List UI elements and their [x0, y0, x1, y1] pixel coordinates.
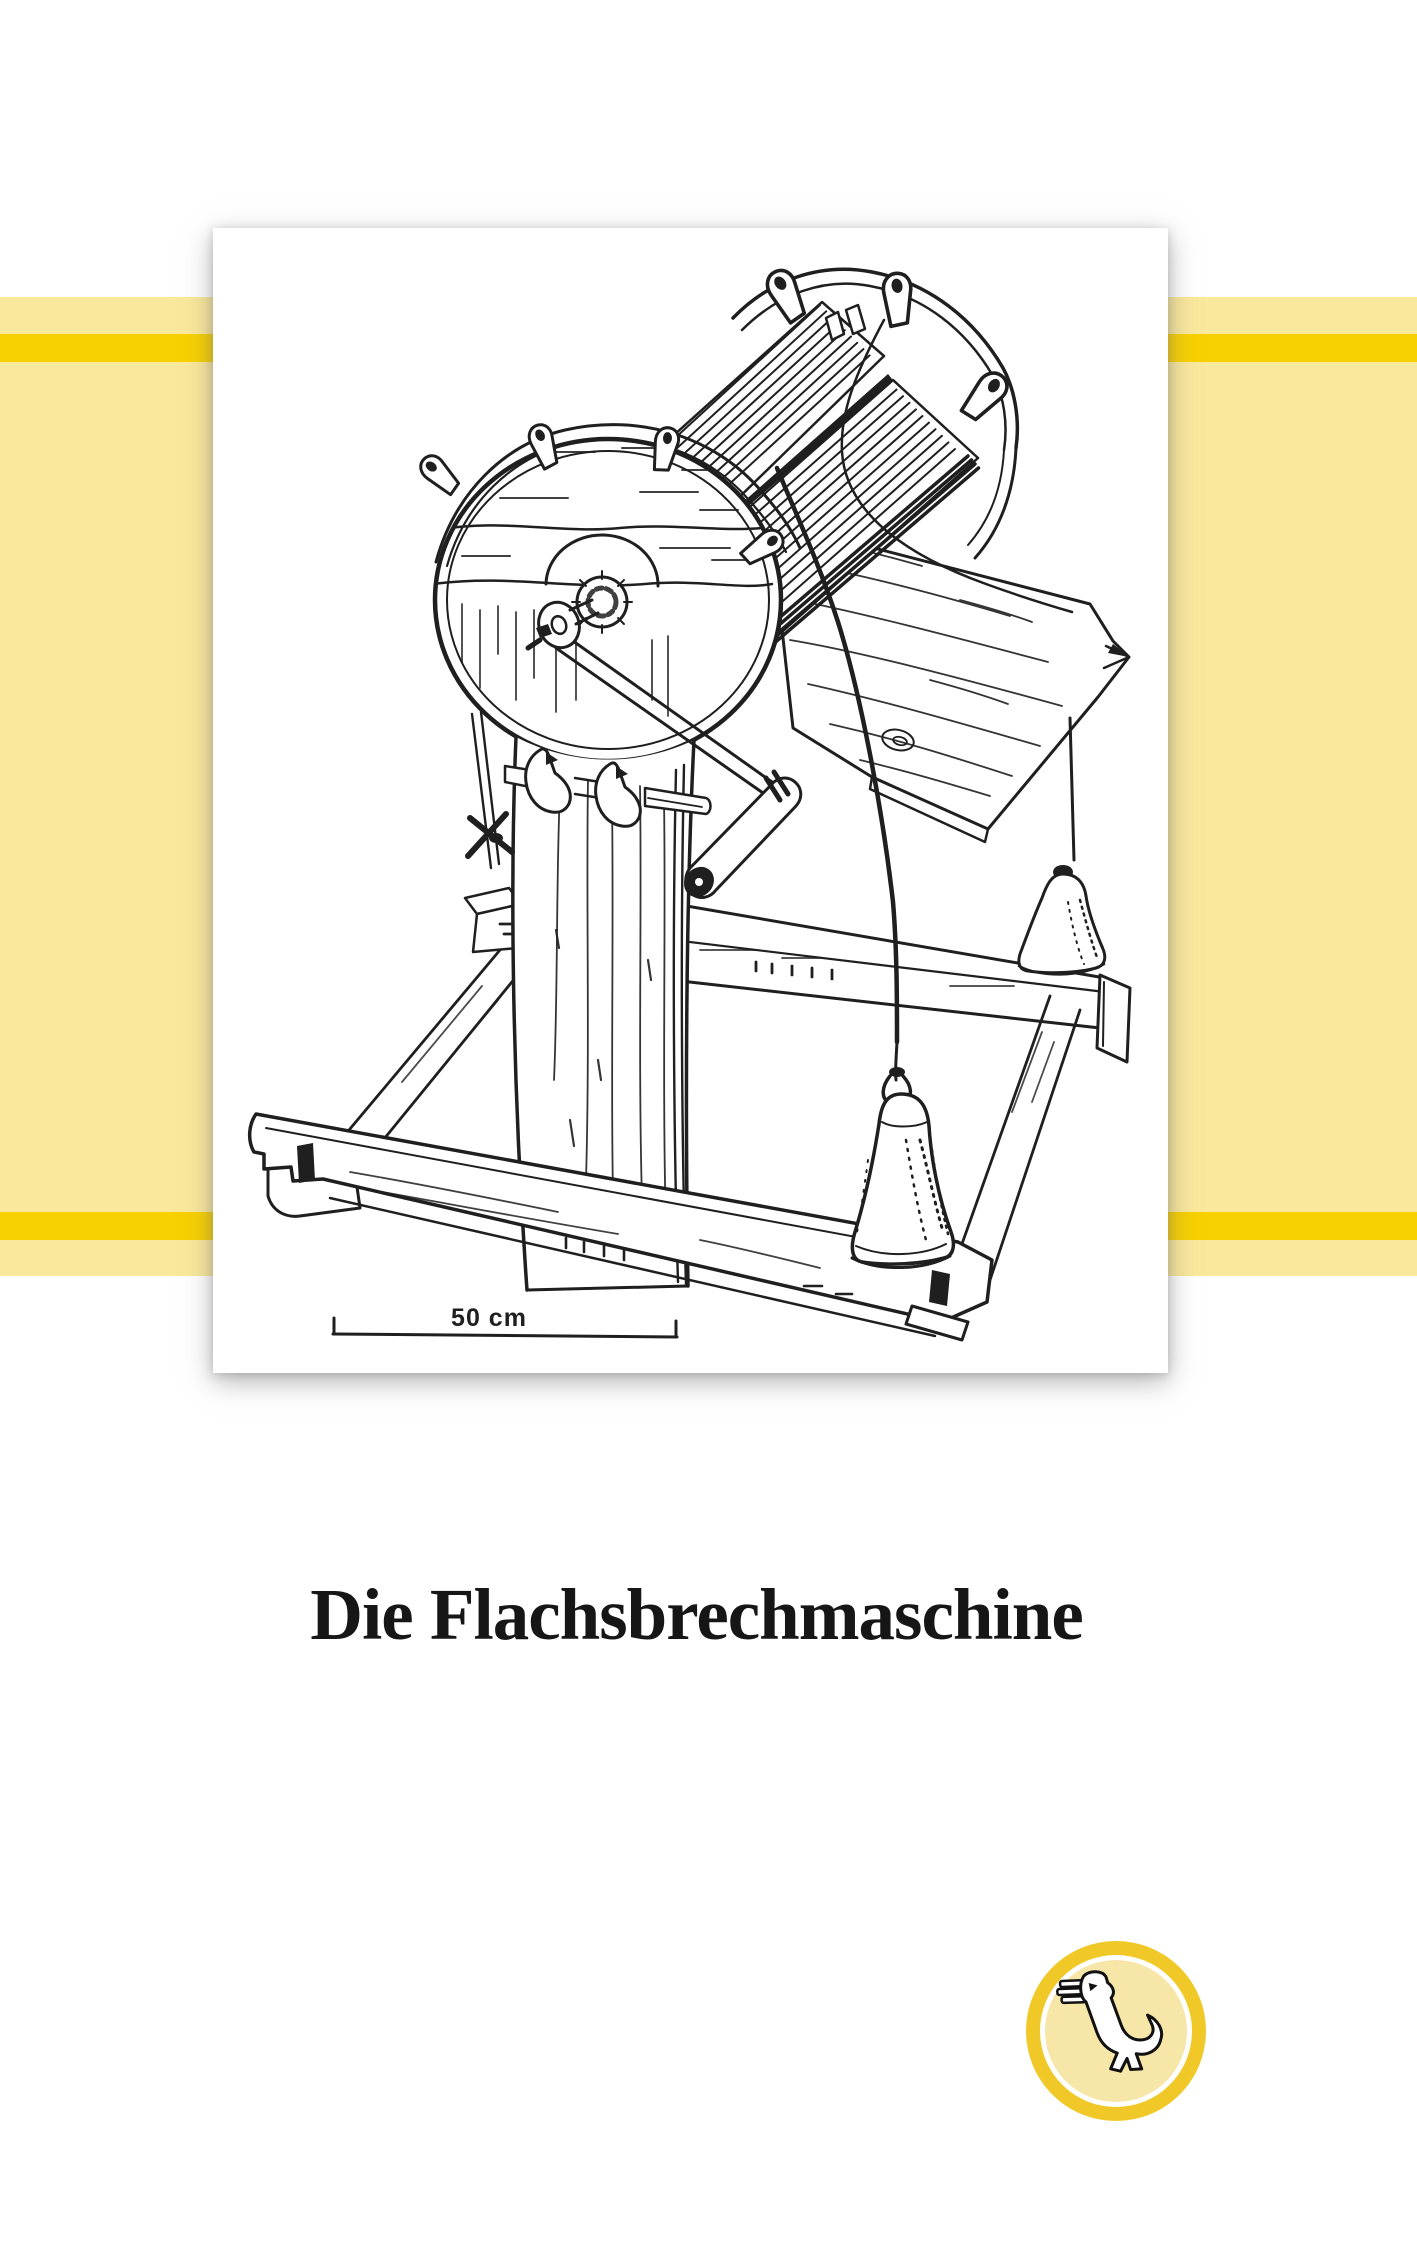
scale-bar-label: 50 cm [451, 1304, 527, 1332]
guide-stick [468, 712, 512, 868]
illustration-ink [250, 265, 1130, 1340]
scale-bar [333, 1304, 677, 1337]
weight-bells [852, 865, 1105, 1268]
publisher-logo [1023, 1938, 1209, 2124]
cover-image-card [213, 228, 1168, 1373]
book-title: Die Flachsbrechmaschine [310, 1573, 1083, 1655]
flax-machine-illustration [213, 228, 1168, 1373]
flywheel-disc [416, 421, 800, 761]
